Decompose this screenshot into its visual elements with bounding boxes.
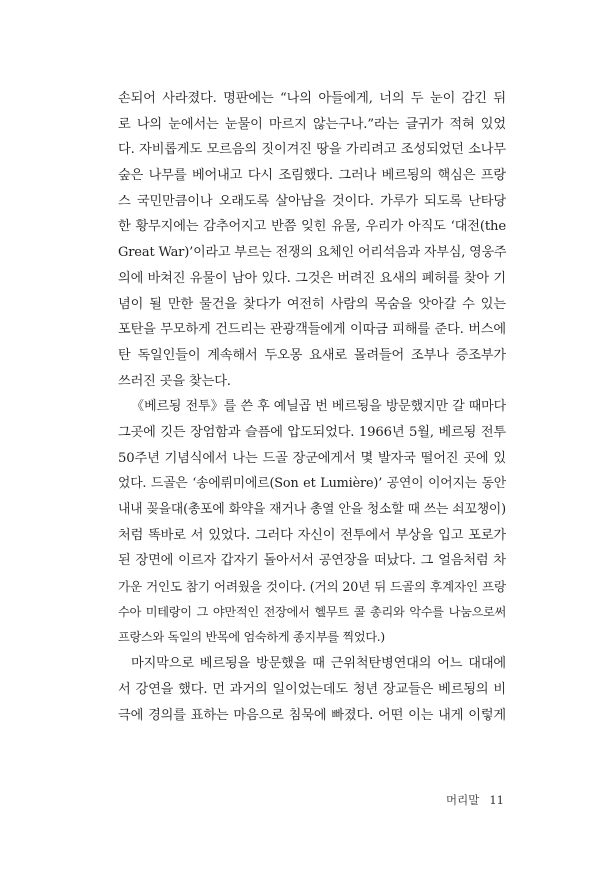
text-line: 포탄을 무모하게 건드리는 관광객들에게 이따금 피해를 준다. 버스에 [118, 322, 506, 338]
text-line: 탄 독일인들이 계속해서 두오몽 요새로 몰려들어 조부나 증조부가 [118, 347, 506, 363]
text-line: 50주년 기념식에서 나는 드골 장군에게서 몇 발자국 떨어진 곳에 있 [118, 450, 506, 466]
text-line: 된 장면에 이르자 갑자기 돌아서서 공연장을 떠났다. 그 얼음처럼 차 [118, 553, 506, 569]
paragraph-2 [118, 394, 506, 651]
text-line: 쓰러진 곳을 찾는다. [118, 373, 231, 389]
text-line: 의에 바쳐진 유물이 남아 있다. 그것은 버려진 요새의 폐허를 찾아 기 [118, 270, 506, 286]
paragraph-3 [118, 651, 506, 728]
text-line: 로 나의 눈에서는 눈물이 마르지 않는구나.”라는 글귀가 적혀 있었 [118, 116, 506, 132]
body-text [118, 86, 506, 728]
text-line: 그곳에 깃든 장엄함과 슬픔에 압도되었다. 1966년 5월, 베르됭 전투 [118, 424, 506, 440]
text-line: 수아 미테랑이 그 야만적인 전장에서 헬무트 콜 총리와 악수를 나눔으로써 [118, 604, 506, 619]
text-line: 한 황무지에는 감추어지고 반쯤 잊힌 유물, 우리가 아직도 ‘대전(the [118, 219, 506, 235]
text-line: 내내 꽂을대(총포에 화약을 재거나 총열 안을 청소할 때 쓰는 쇠꼬챙이) [118, 502, 506, 517]
text-line: 극에 경의를 표하는 마음으로 침묵에 빠졌다. 어떤 이는 내게 이렇게 [118, 707, 506, 723]
text-line: 념이 될 만한 물건을 찾다가 여전히 사람의 목숨을 앗아갈 수 있는 [118, 296, 506, 312]
paragraph-1 [118, 86, 506, 394]
text-line: 가운 거인도 참기 어려웠을 것이다. (거의 20년 뒤 드골의 후계자인 프랑 [118, 579, 506, 595]
page-number: 11 [489, 793, 504, 807]
text-line: 었다. 드골은 ‘송에뤼미에르(Son et Lumière)’ 공연이 이어지는 동안 [118, 476, 506, 492]
running-header: 머리말 [446, 793, 480, 807]
text-line: 처럼 똑바로 서 있었다. 그러다 자신이 전투에서 부상을 입고 포로가 [118, 527, 506, 543]
text-line: 서 강연을 했다. 먼 과거의 일이었는데도 청년 장교들은 베르됭의 비 [118, 681, 506, 697]
page-footer [446, 792, 504, 808]
text-line: 프랑스와 독일의 반목에 엄숙하게 종지부를 찍었다.) [118, 630, 385, 645]
text-line: 손되어 사라졌다. 명판에는 “나의 아들에게, 너의 두 눈이 감긴 뒤 [118, 91, 506, 106]
text-line: 《베르됭 전투》를 쓴 후 예닐곱 번 베르됭을 방문했지만 갈 때마다 [131, 399, 506, 415]
text-line: 스 국민만큼이나 오래도록 살아남을 것이다. 가루가 되도록 난타당 [118, 193, 506, 209]
text-line: 다. 자비롭게도 모르음의 짓이겨진 땅을 가리려고 조성되었던 소나무 [118, 142, 506, 158]
text-line: 숲은 나무를 베어내고 다시 조림했다. 그러나 베르됭의 핵심은 프랑 [118, 168, 506, 184]
text-line: 마지막으로 베르됭을 방문했을 때 근위척탄병연대의 어느 대대에 [131, 656, 506, 672]
text-line: Great War)’이라고 부르는 전쟁의 요체인 어리석음과 자부심, 영웅주 [118, 245, 507, 261]
